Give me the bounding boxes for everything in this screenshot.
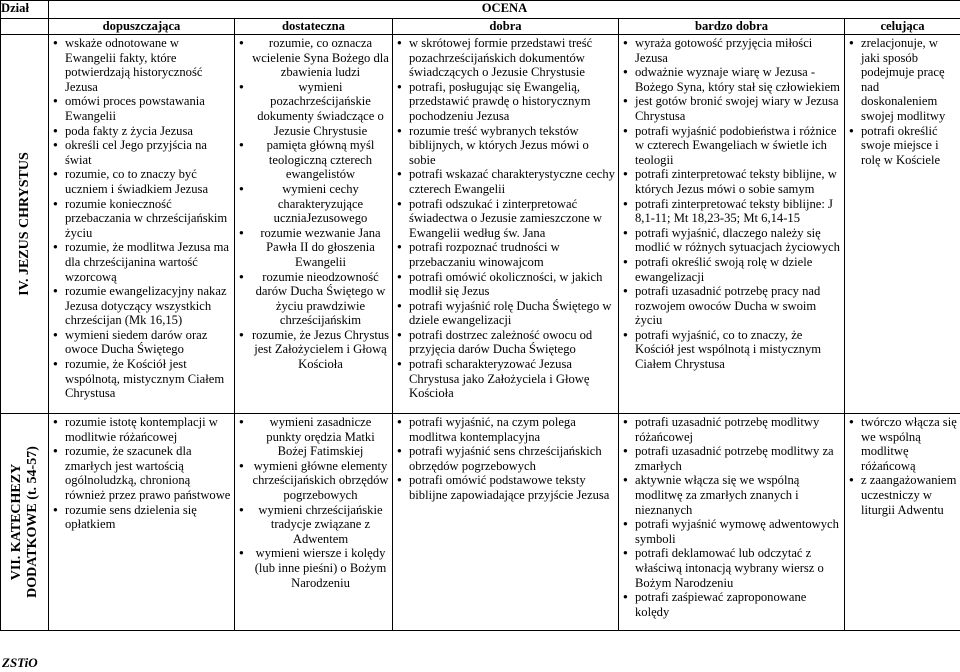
requirement-item: ● poda fakty z życia Jezusa xyxy=(51,124,232,139)
requirement-item: ● potrafi rozpoznać trudności w przebaczaniu winowajcom xyxy=(395,240,616,269)
grade-header-2: dostateczna xyxy=(235,19,393,35)
requirements-list xyxy=(845,414,960,517)
requirement-item: ● określi cel Jego przyjścia na świat xyxy=(51,138,232,167)
requirement-item: ● rozumie nieodzowność darów Ducha Świętego w życiu prawdziwie chrześcijańskim xyxy=(237,270,390,328)
requirement-item: ● wymieni zasadnicze punkty orędzia Matki Bożej Fatimskiej xyxy=(237,415,390,459)
requirement-item: ● potrafi odszukać i zinterpretować świadectwa o Jezusie zamieszczone w Ewangelii według św. Jana xyxy=(395,197,616,241)
requirement-item: ● wymieni siedem darów oraz owoce Ducha Świętego xyxy=(51,328,232,357)
grade-cell xyxy=(845,35,960,414)
requirement-item: ● potrafi omówić podstawowe teksty biblijne zapowiadające przyjście Jezusa xyxy=(395,473,616,502)
grade-cell xyxy=(393,35,619,414)
requirement-item: ● wymieni chrześcijańskie tradycje związane z Adwentem xyxy=(237,503,390,547)
section-title-line: DODATKOWE (t. 54-57) xyxy=(24,446,40,598)
requirement-item: ● potrafi uzasadnić potrzebę modlitwy za zmarłych xyxy=(621,444,842,473)
section-title xyxy=(9,446,41,598)
requirement-item: ● twórczo włącza się we wspólną modlitwę różańcową xyxy=(847,415,958,473)
requirement-item: ● wymieni cechy charakteryzujące uczniaJezusowego xyxy=(237,182,390,226)
requirement-item: ● potrafi wyjaśnić, na czym polega modlitwa kontemplacyjna xyxy=(395,415,616,444)
grade-cell xyxy=(845,414,960,631)
requirement-item: ● z zaangażowaniem uczestniczy w liturgii Adwentu xyxy=(847,473,958,517)
header-row-top xyxy=(1,1,960,19)
section-title-line: IV. JEZUS CHRYSTUS xyxy=(16,152,32,296)
requirement-item: ● potrafi omówić okoliczności, w jakich modlił się Jezus xyxy=(395,270,616,299)
requirement-item: ● potrafi scharakteryzować Jezusa Chrystusa jako Założyciela i Głowę Kościoła xyxy=(395,357,616,401)
section-title-cell xyxy=(1,35,49,414)
requirements-list xyxy=(619,414,844,619)
grade-header-5: celująca xyxy=(845,19,960,35)
requirement-item: ● potrafi wyjaśnić wymowę adwentowych symboli xyxy=(621,517,842,546)
empty-header-cell xyxy=(1,19,49,35)
section-title xyxy=(17,152,33,296)
requirement-item: ● zrelacjonuje, w jaki sposób podejmuje pracę nad doskonaleniem swojej modlitwy xyxy=(847,36,958,124)
requirement-item: ● potrafi zaśpiewać zaproponowane kolędy xyxy=(621,590,842,619)
requirement-item: ● potrafi określić swoją rolę w dziele ewangelizacji xyxy=(621,255,842,284)
requirement-item: ● rozumie, że Jezus Chrystus jest Założycielem i Głową Kościoła xyxy=(237,328,390,372)
requirement-item: ● wskaże odnotowane w Ewangelii fakty, które potwierdzają historyczność Jezusa xyxy=(51,36,232,94)
requirement-item: ● potrafi wyjaśnić, dlaczego należy się modlić w różnych sytuacjach życiowych xyxy=(621,226,842,255)
requirements-list xyxy=(845,35,960,167)
requirement-item: ● wymieni pozachrześcijańskie dokumenty świadczące o Jezusie Chrystusie xyxy=(237,80,390,138)
requirement-item: ● rozumie ewangelizacyjny nakaz Jezusa dotyczący wszystkich chrześcijan (Mk 16,15) xyxy=(51,284,232,328)
requirement-item: ● odważnie wyznaje wiarę w Jezusa - Bożego Syna, który stał się człowiekiem xyxy=(621,65,842,94)
grade-header-4: bardzo dobra xyxy=(619,19,845,35)
requirements-list xyxy=(393,35,618,401)
requirement-item: ● aktywnie włącza się we wspólną modlitwę za zmarłych znanych i nieznanych xyxy=(621,473,842,517)
requirements-list xyxy=(49,35,234,401)
requirement-item: ● potrafi określić swoje miejsce i rolę w Kościele xyxy=(847,124,958,168)
requirement-item: ● potrafi wyjaśnić sens chrześcijańskich obrzędów pogrzebowych xyxy=(395,444,616,473)
requirement-item: ● potrafi, posługując się Ewangelią, przedstawić prawdę o historycznym pochodzeniu Jezusa xyxy=(395,80,616,124)
requirement-item: ● potrafi wyjaśnić podobieństwa i różnice w czterech Ewangeliach w świetle ich teologii xyxy=(621,124,842,168)
requirements-list xyxy=(49,414,234,532)
requirement-item: ● potrafi uzasadnić potrzebę modlitwy różańcowej xyxy=(621,415,842,444)
requirement-item: ● rozumie sens dzielenia się opłatkiem xyxy=(51,503,232,532)
requirement-item: ● rozumie, że Kościół jest wspólnotą, mistycznym Ciałem Chrystusa xyxy=(51,357,232,401)
requirements-list xyxy=(235,414,392,590)
requirement-item: ● wymieni wiersze i kolędy (lub inne pieśni) o Bożym Narodzeniu xyxy=(237,546,390,590)
requirement-item: ● potrafi wskazać charakterystyczne cechy czterech Ewangelii xyxy=(395,167,616,196)
requirement-item: ● potrafi dostrzec zależność owocu od przyjęcia darów Ducha Świętego xyxy=(395,328,616,357)
requirement-item: ● potrafi uzasadnić potrzebę pracy nad rozwojem owoców Ducha w swoim życiu xyxy=(621,284,842,328)
grade-cell xyxy=(619,414,845,631)
footer-label: ZSTiO xyxy=(2,655,38,670)
grade-cell xyxy=(235,35,393,414)
grade-cell xyxy=(393,414,619,631)
section-row xyxy=(1,35,960,414)
requirement-item: ● jest gotów bronić swojej wiary w Jezusa Chrystusa xyxy=(621,94,842,123)
section-row xyxy=(1,414,960,631)
requirement-item: ● potrafi wyjaśnić, co to znaczy, że Kościół jest wspólnotą i mistycznym Ciałem Chrystusa xyxy=(621,328,842,372)
grade-cell xyxy=(49,414,235,631)
requirement-item: ● potrafi wyjaśnić rolę Ducha Świętego w dziele ewangelizacji xyxy=(395,299,616,328)
requirement-item: ● rozumie, że modlitwa Jezusa ma dla chrześcijanina wartość wzorcową xyxy=(51,240,232,284)
requirement-item: ● pamięta główną myśl teologiczną czterech ewangelistów xyxy=(237,138,390,182)
requirement-item: ● rozumie, że szacunek dla zmarłych jest wartością ogólnoludzką, chronioną również przez prawo państwowe xyxy=(51,444,232,502)
header-row-grades xyxy=(1,19,960,35)
requirement-item: ● potrafi deklamować lub odczytać z właściwą intonacją wybrany wiersz o Bożym Narodzeniu xyxy=(621,546,842,590)
requirement-item: ● rozumie, co oznacza wcielenie Syna Bożego dla zbawienia ludzi xyxy=(237,36,390,80)
requirement-item: ● potrafi zinterpretować teksty biblijne: J 8,1-11; Mt 18,23-35; Mt 6,14-15 xyxy=(621,197,842,226)
requirements-list xyxy=(619,35,844,372)
ocena-header: OCENA xyxy=(49,1,960,19)
requirement-item: ● rozumie treść wybranych tekstów biblijnych, w których Jezus mówi o sobie xyxy=(395,124,616,168)
grade-cell xyxy=(619,35,845,414)
requirement-item: ● w skrótowej formie przedstawi treść pozachrześcijańskich dokumentów świadczących o Jezusie Chrystusie xyxy=(395,36,616,80)
requirement-item: ● rozumie, co to znaczy być uczniem i świadkiem Jezusa xyxy=(51,167,232,196)
grade-header-3: dobra xyxy=(393,19,619,35)
grade-header-1: dopuszczająca xyxy=(49,19,235,35)
requirement-item: ● wyraża gotowość przyjęcia miłości Jezusa xyxy=(621,36,842,65)
requirements-list xyxy=(393,414,618,503)
requirements-list xyxy=(235,35,392,372)
requirement-item: ● rozumie konieczność przebaczania w chrześcijańskim życiu xyxy=(51,197,232,241)
requirement-item: ● wymieni główne elementy chrześcijańskich obrzędów pogrzebowych xyxy=(237,459,390,503)
section-title-line: VII. KATECHEZY xyxy=(8,463,24,581)
grade-cell xyxy=(235,414,393,631)
requirement-item: ● rozumie istotę kontemplacji w modlitwie różańcowej xyxy=(51,415,232,444)
grade-cell xyxy=(49,35,235,414)
requirement-item: ● omówi proces powstawania Ewangelii xyxy=(51,94,232,123)
requirement-item: ● rozumie wezwanie Jana Pawła II do głoszenia Ewangelii xyxy=(237,226,390,270)
requirement-item: ● potrafi zinterpretować teksty biblijne, w których Jezus mówi o sobie samym xyxy=(621,167,842,196)
dzial-header: Dział xyxy=(1,1,49,19)
section-title-cell xyxy=(1,414,49,631)
